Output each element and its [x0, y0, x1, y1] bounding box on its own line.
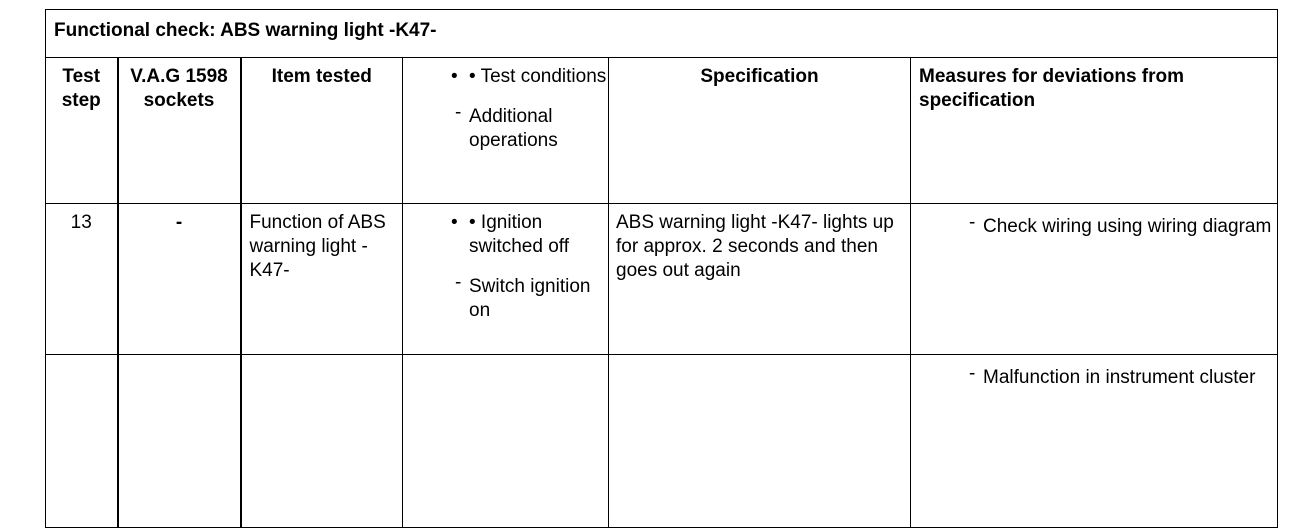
cell-test-step	[46, 355, 118, 528]
header-vag-sockets: V.A.G 1598 sockets	[118, 58, 241, 204]
cell-specification: ABS warning light -K47- lights up for approx. 2 seconds and then goes out again	[609, 204, 911, 355]
cell-operation-text: Switch ignition on	[469, 276, 591, 321]
table-row	[46, 204, 1278, 355]
cell-measure-text: Malfunction in instrument cluster	[983, 367, 1256, 388]
cell-specification	[609, 355, 911, 528]
cell-measures	[911, 204, 1278, 355]
cell-measures	[911, 355, 1278, 528]
header-specification: Specification	[609, 58, 911, 204]
bullet-icon: •	[451, 66, 458, 87]
cell-item-tested: Function of ABS warning light -K47-	[241, 204, 403, 355]
table-row	[46, 355, 1278, 528]
dash-icon: -	[969, 212, 976, 233]
header-conditions-bullet: • Test conditions	[469, 66, 607, 87]
header-conditions-dash: Additional operations	[469, 106, 558, 151]
dash-icon: -	[969, 363, 976, 384]
functional-check-table	[45, 9, 1278, 528]
header-item-tested: Item tested	[241, 58, 403, 204]
bullet-icon: •	[451, 212, 458, 233]
cell-item-tested	[241, 355, 403, 528]
dash-icon: -	[455, 102, 462, 123]
cell-condition-text: • Ignition switched off	[469, 212, 569, 257]
cell-vag-sockets: -	[118, 204, 241, 355]
dash-icon: -	[455, 272, 462, 293]
cell-vag-sockets	[118, 355, 241, 528]
header-test-step: Test step	[46, 58, 118, 204]
cell-conditions	[403, 204, 609, 355]
header-measures: Measures for deviations from specification	[911, 58, 1278, 204]
cell-measure-text: Check wiring using wiring diagram	[983, 216, 1272, 237]
cell-test-step: 13	[46, 204, 118, 355]
header-conditions	[403, 58, 609, 204]
table-title: Functional check: ABS warning light -K47-	[46, 10, 1278, 58]
cell-conditions	[403, 355, 609, 528]
